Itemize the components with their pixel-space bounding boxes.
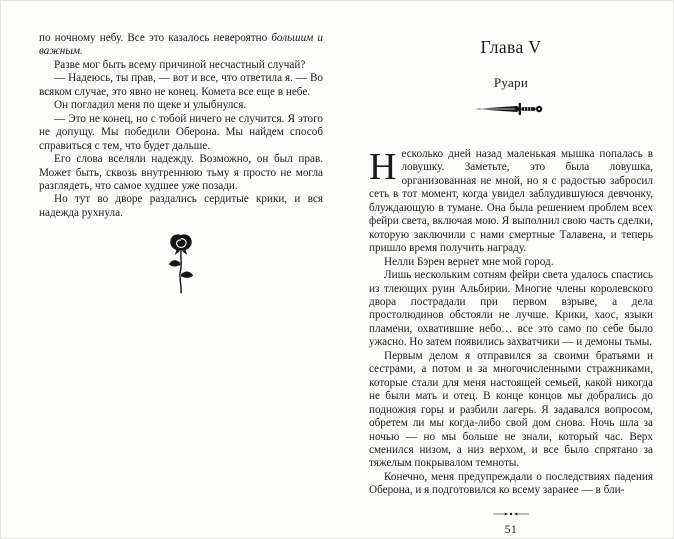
paragraph: Лишь нескольким сотням фейри света удалось спастись из тлеющих руин Альбирии. Многие члены королевского двора пострадали при первом взрыве, а дела простолюдинов обстояли не лучше. Крики, хаос, языки пламени, охватившие небо… все это само по себе было ужасно. Но затем появились захватчики — и демоны тьмы. bbox=[369, 269, 653, 349]
drop-cap: Н bbox=[369, 146, 397, 188]
paragraph: Но тут во дворе раздались сердитые крики, и вся надежда рухнула. bbox=[39, 193, 323, 219]
right-page bbox=[369, 32, 653, 536]
emphasized-text: большим и важным. bbox=[39, 32, 323, 58]
chapter-heading: Глава V bbox=[480, 37, 542, 57]
page-number: 51 bbox=[504, 523, 518, 536]
paragraph: Первым делом я отправился за своими братьями и сестрами, а потом и за многочисленными стражниками, которые стали для меня настоящей семьей, какой никогда не были мать и отец. В конце концов мы добрались до подножия горы и разбили лагерь. Я задавался вопросом, обретем ли мы когда-либо свой дом снова. Ночь шла за ночью — но мы больше не знали, который час. Верх сменился низом, а низ верхом, и все было спрятано за тяжелым покрывалом темноты. bbox=[369, 349, 653, 470]
chapter-body bbox=[369, 148, 653, 498]
page-footer bbox=[369, 505, 653, 536]
paragraph: — Это не конец, но с тобой ничего не случится. Я этого не допущу. Мы победили Оберона. Мы найдем способ справиться с тем, что будет дальше. bbox=[39, 112, 323, 152]
paragraph bbox=[369, 148, 653, 256]
left-page bbox=[39, 32, 323, 302]
paragraph: Разве мог быть всему причиной несчастный случай? bbox=[54, 58, 306, 71]
paragraph bbox=[39, 32, 323, 59]
dagger-ornament bbox=[369, 101, 653, 122]
paragraph: — Надеюсь, ты прав, — вот и все, что ответила я. — Во всяком случае, это явно не конец. Комета все еще в небе. bbox=[39, 72, 323, 98]
footer-flourish-icon bbox=[491, 510, 531, 518]
paragraph-text: по ночному небу. Все это казалось невероятно bbox=[39, 32, 272, 44]
paragraph: Его слова вселяли надежду. Возможно, он был прав. Может быть, сквозь внутреннюю тьму я просто не могла разглядеть, что самое худшее уже позади. bbox=[39, 153, 323, 192]
paragraph: Конечно, меня предупреждали о последствиях падения Оберона, и я подготовился ко всему заранее — в бли- bbox=[369, 470, 653, 497]
rose-ornament bbox=[39, 233, 323, 302]
paragraph: Нелли Бэрен вернет мне мой город. bbox=[384, 255, 554, 268]
footer-ornament bbox=[491, 505, 531, 522]
chapter-subheading: Руари bbox=[493, 75, 529, 90]
paragraph: Он погладил меня по щеке и улыбнулся. bbox=[54, 99, 247, 112]
rose-icon bbox=[166, 233, 196, 297]
dagger-icon bbox=[473, 101, 549, 117]
paragraph-text: есколько дней назад маленькая мышка попалась в ловушку. Заметьте, это была ловушка, организованная не мной, но я с радостью забросил сеть в тот момент, когда увидел заблудившуюся девчонку, блуждающую в тумане. Она была решением проблем всех фейри света, включая мою. Я выполнил свою часть сделки, которую заключили с нами смертные Талавена, и теперь пришло время получить награду. bbox=[369, 148, 653, 255]
